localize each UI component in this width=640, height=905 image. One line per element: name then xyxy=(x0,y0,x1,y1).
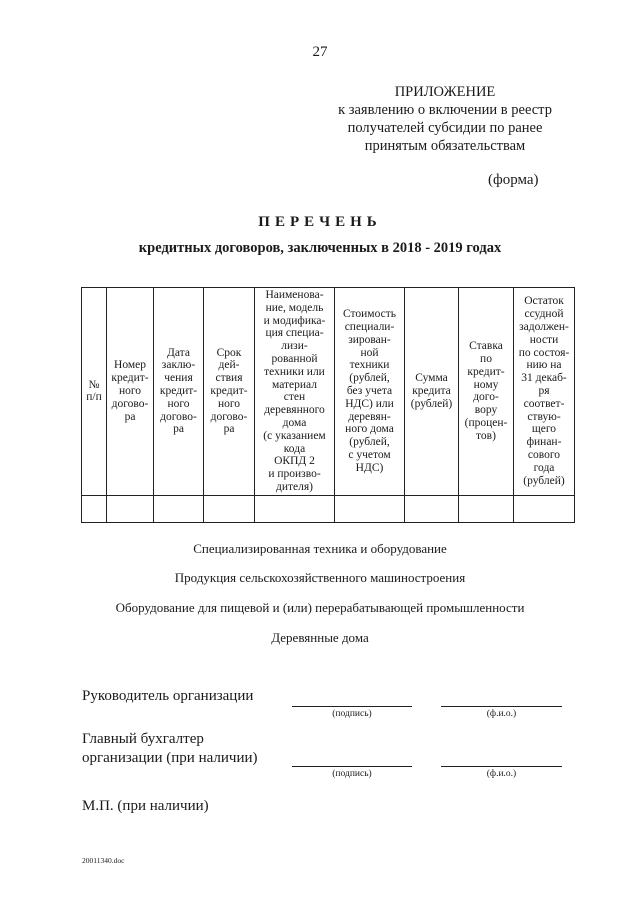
column-header-contract-term: Срок дей- ствия кредит- ного догово- ра xyxy=(204,288,255,496)
column-header-credit-amount: Сумма кредита (рублей) xyxy=(405,288,459,496)
head-signature-label: Руководитель организации xyxy=(82,688,254,704)
head-name-line[interactable] xyxy=(441,706,562,707)
document-title: ПЕРЕЧЕНЬ xyxy=(258,214,382,230)
table-cell xyxy=(154,495,204,522)
head-signature-caption: (подпись) xyxy=(332,709,372,719)
column-header-outstanding-debt: Остаток ссудной задолжен- ности по состоя- нию на 31 декаб- ря соответ- ствую- щего финан- сового года (рублей) xyxy=(514,288,575,496)
accountant-name-caption: (ф.и.о.) xyxy=(486,769,517,779)
column-header-rate: Ставка по кредит- ному дого- вору (процен- тов) xyxy=(459,288,514,496)
column-header-cost: Стоимость специали- зирован- ной техники (рублей, без учета НДС) или деревян- ного дома (рублей, с учетом НДС) xyxy=(335,288,405,496)
seal-label: М.П. (при наличии) xyxy=(82,798,209,814)
accountant-signature-line[interactable] xyxy=(292,766,412,767)
table-cell xyxy=(459,495,514,522)
section-heading: Оборудование для пищевой и (или) перерабатывающей промышленности xyxy=(115,600,525,615)
section-heading: Специализированная техника и оборудование xyxy=(193,541,447,556)
head-signature-line[interactable] xyxy=(292,706,412,707)
credit-agreements-table xyxy=(81,287,575,523)
table-cell xyxy=(514,495,575,522)
table-cell xyxy=(255,495,335,522)
appendix-line: принятым обязательствам xyxy=(364,138,526,154)
document-subtitle: кредитных договоров, заключенных в 2018 - 2019 годах xyxy=(138,240,502,256)
column-header-contract-date: Дата заклю- чения кредит- ного догово- ра xyxy=(154,288,204,496)
column-header-equipment-name: Наименова- ние, модель и модифика- ция специа- лизи- рованной техники или материал стен деревянного дома (с указанием кода ОКПД 2 и произво- дителя) xyxy=(255,288,335,496)
table-cell xyxy=(204,495,255,522)
table-header-row xyxy=(82,288,575,496)
column-header-contract-number: Номер кредит- ного догово- ра xyxy=(107,288,154,496)
table-cell xyxy=(82,495,107,522)
accountant-signature-label: Главный бухгалтер xyxy=(82,731,204,747)
accountant-name-line[interactable] xyxy=(441,766,562,767)
section-heading: Продукция сельскохозяйственного машиностроения xyxy=(174,570,466,585)
table-row xyxy=(82,495,575,522)
table-cell xyxy=(107,495,154,522)
section-heading: Деревянные дома xyxy=(271,630,369,645)
appendix-line: к заявлению о включении в реестр xyxy=(338,102,552,118)
page-number: 27 xyxy=(312,44,328,60)
head-name-caption: (ф.и.о.) xyxy=(486,709,517,719)
accountant-signature-label-cont: организации (при наличии) xyxy=(82,750,258,766)
appendix-title: ПРИЛОЖЕНИЕ xyxy=(394,84,496,100)
accountant-signature-caption: (подпись) xyxy=(332,769,372,779)
table-cell xyxy=(405,495,459,522)
form-label: (форма) xyxy=(488,172,539,188)
file-name: 20011340.doc xyxy=(82,856,125,865)
table-cell xyxy=(335,495,405,522)
appendix-line: получателей субсидии по ранее xyxy=(347,120,543,136)
column-header-number: № п/п xyxy=(82,288,107,496)
